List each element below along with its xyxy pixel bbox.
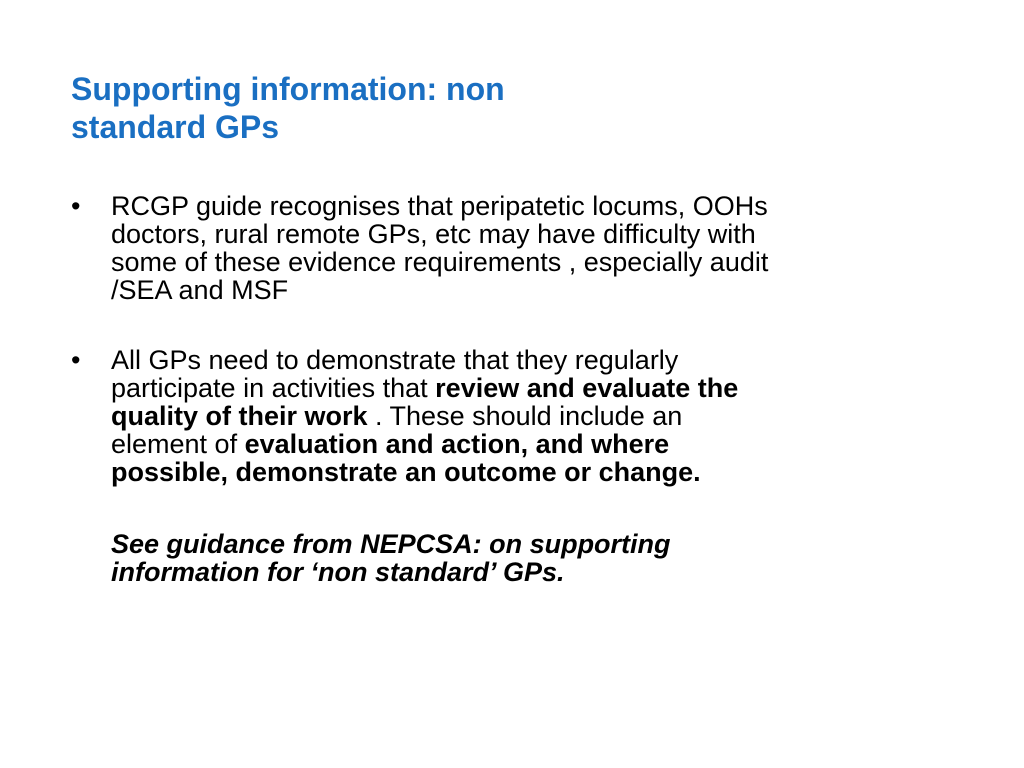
slide-body <box>71 192 951 586</box>
bullet-1-line-2: doctors, rural remote GPs, etc may have difficulty with <box>111 219 756 249</box>
bullet-2-emphasis: quality of their work <box>111 401 368 431</box>
bullet-2-line-5: possible, demonstrate an outcome or change. <box>111 457 701 487</box>
guidance-note-line-1: See guidance from NEPCSA: on supporting <box>111 529 671 559</box>
bullet-item-1 <box>71 192 951 304</box>
bullet-2-line-4 <box>111 430 951 458</box>
bullet-2-text: participate in activities that <box>111 373 436 403</box>
bullet-2-text: element of <box>111 429 245 459</box>
bullet-dot: • <box>71 191 81 221</box>
bullet-1-line-1: RCGP guide recognises that peripatetic locums, OOHs <box>111 191 768 221</box>
bullet-2-line-2 <box>111 374 951 402</box>
title-line-2: standard GPs <box>71 109 280 145</box>
bullet-2-emphasis: evaluation and action, and where <box>244 429 670 459</box>
slide-title <box>71 70 771 146</box>
bullet-item-2 <box>71 346 951 486</box>
bullet-2-text: . These should include an <box>367 401 683 431</box>
bullet-2-emphasis: review and evaluate the <box>435 373 739 403</box>
title-line-1: Supporting information: non <box>71 71 505 107</box>
guidance-note-line-2: information for ‘non standard’ GPs. <box>111 557 565 587</box>
bullet-dot: • <box>71 345 81 375</box>
bullet-1-line-3: some of these evidence requirements , especially audit <box>111 247 769 277</box>
bullet-2-line-3 <box>111 402 951 430</box>
bullet-1-line-4: /SEA and MSF <box>111 275 289 305</box>
guidance-note <box>111 530 951 586</box>
bullet-2-line-1: All GPs need to demonstrate that they regularly <box>111 345 679 375</box>
